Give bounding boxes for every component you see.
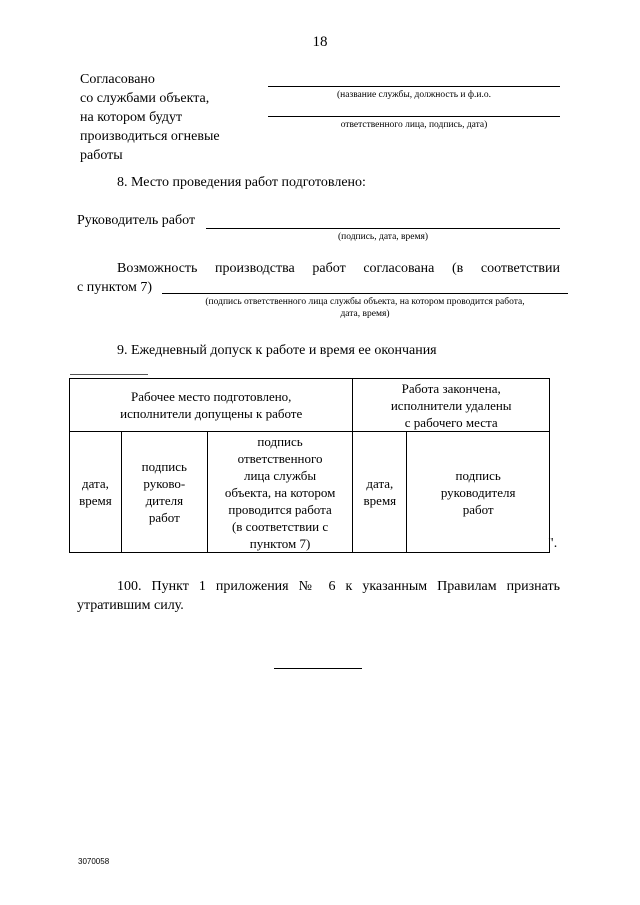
agreed-line: работы <box>80 148 123 163</box>
end-rule <box>274 668 362 669</box>
agreed-line: со службами объекта, <box>80 91 210 106</box>
document-code: 3070058 <box>78 857 110 866</box>
work-lead-label: Руководитель работ <box>77 213 196 228</box>
column-header-date-time: дата, время <box>70 432 122 553</box>
signature-line <box>268 116 560 117</box>
column-header-responsible-signature: подпись ответственного лица службы объекта, на котором проводится работа (в соответствии с пунктом 7) <box>207 432 353 553</box>
agreed-line: производиться огневые <box>80 129 220 144</box>
closing-quote: ". <box>548 536 558 551</box>
agreed-block <box>80 70 220 165</box>
signature-line <box>268 86 560 87</box>
item-9-heading: 9. Ежедневный допуск к работе и время ее окончания <box>117 343 437 358</box>
signature-caption: дата, время) <box>340 309 390 319</box>
signature-line <box>206 228 560 229</box>
column-header-lead-signature: подпись руководителя работ <box>407 432 550 553</box>
permit-table <box>69 378 550 553</box>
column-header-date-time: дата, время <box>353 432 407 553</box>
page-number: 18 <box>312 34 328 50</box>
item-100-text: 100. Пункт 1 приложения № 6 к указанным Правилам признать <box>117 579 560 594</box>
signature-caption: (подпись, дата, время) <box>337 232 429 242</box>
possibility-text: с пунктом 7) <box>77 280 153 295</box>
group-header-finished: Работа закончена, исполнители удалены с рабочего места <box>353 379 550 432</box>
possibility-text: Возможность производства работ согласована (в соответствии <box>117 261 560 276</box>
signature-line <box>162 293 568 294</box>
divider <box>70 374 148 375</box>
signature-caption: (подпись ответственного лица службы объекта, на котором проводится работа, <box>205 297 525 307</box>
item-100-text: утратившим силу. <box>77 598 184 613</box>
item-8-heading: 8. Место проведения работ подготовлено: <box>117 175 366 190</box>
agreed-line: на котором будут <box>80 110 183 125</box>
group-header-prepared: Рабочее место подготовлено, исполнители допущены к работе <box>70 379 353 432</box>
signature-caption: ответственного лица, подпись, дата) <box>340 120 488 130</box>
agreed-line: Согласовано <box>80 72 155 87</box>
column-header-lead-signature: подпись руково- дителя работ <box>121 432 207 553</box>
signature-caption: (название службы, должность и ф.и.о. <box>336 90 492 100</box>
